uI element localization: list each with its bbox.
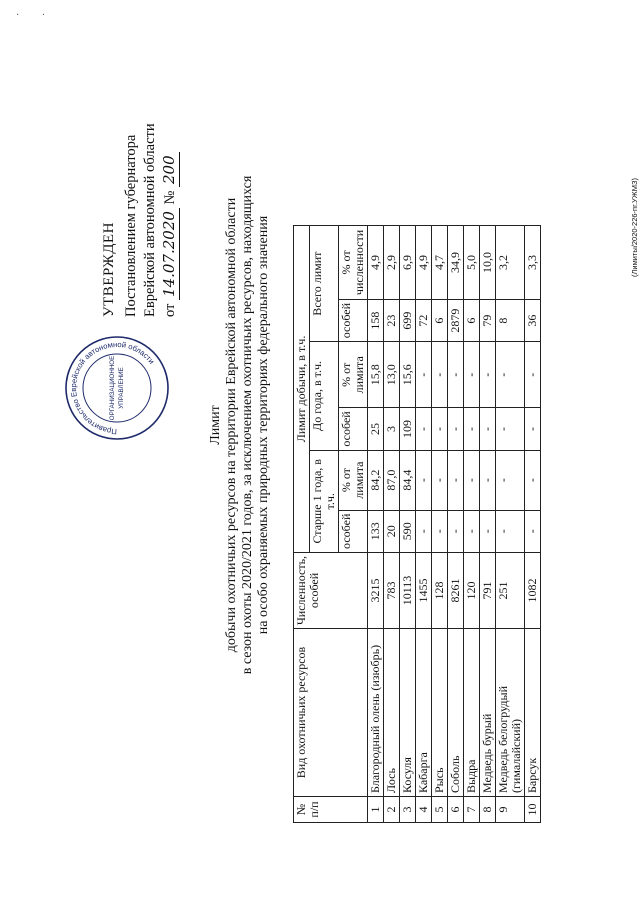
approval-number: 200 <box>160 152 180 187</box>
cell-species: Благородный олень (изюбрь) <box>368 629 384 797</box>
cell-population: 8261 <box>448 552 464 628</box>
cell-num: 6 <box>448 797 464 823</box>
stamp-inner-line-1: ОРГАНИЗАЦИОННОЕ <box>109 355 116 421</box>
approval-date-line <box>160 123 180 317</box>
approval-heading: УТВЕРЖДЕН <box>101 222 117 317</box>
cell-older-pct: - <box>448 450 464 510</box>
table-row <box>368 225 384 822</box>
cell-total-pct: 3,3 <box>525 225 541 299</box>
cell-older-ind: - <box>480 510 496 552</box>
header-species: Вид охотничьих ресурсов <box>294 629 368 797</box>
approval-line-1: Постановлением губернатора <box>123 134 139 317</box>
cell-population: 120 <box>464 552 480 628</box>
table-row <box>525 225 541 822</box>
cell-total-ind: 23 <box>384 299 400 341</box>
cell-under-pct: - <box>525 342 541 408</box>
cell-total-pct: 4,7 <box>432 225 448 299</box>
cell-under-pct: - <box>448 342 464 408</box>
approval-date: 14.07.2020 <box>160 208 180 300</box>
table-row <box>448 225 464 822</box>
cell-older-pct: - <box>464 450 480 510</box>
table-row <box>384 225 400 822</box>
cell-under-ind: - <box>525 408 541 450</box>
cell-older-ind: 20 <box>384 510 400 552</box>
cell-total-ind: 6 <box>432 299 448 341</box>
cell-older-pct: - <box>496 450 525 510</box>
cell-under-ind: - <box>416 408 432 450</box>
table-row <box>496 225 525 822</box>
cell-population: 3215 <box>368 552 384 628</box>
cell-species: Рысь <box>432 629 448 797</box>
cell-num: 3 <box>400 797 416 823</box>
cell-under-pct: 15,8 <box>368 342 384 408</box>
cell-total-pct: 4,9 <box>416 225 432 299</box>
stamp-outer-text: Правительство Еврейской автономной области <box>68 339 157 437</box>
number-label: № <box>162 190 178 205</box>
cell-species: Медведь бурый <box>480 629 496 797</box>
header-under-ind: особей <box>339 408 368 450</box>
cell-population: 1082 <box>525 552 541 628</box>
cell-under-ind: - <box>464 408 480 450</box>
cell-total-ind: 72 <box>416 299 432 341</box>
table-row <box>464 225 480 822</box>
cell-species: Выдра <box>464 629 480 797</box>
title-line-2: добычи охотничьих ресурсов на территории Еврейской автономной области <box>224 197 239 653</box>
cell-older-ind: 590 <box>400 510 416 552</box>
cell-population: 128 <box>432 552 448 628</box>
cell-total-ind: 6 <box>464 299 480 341</box>
cell-num: 5 <box>432 797 448 823</box>
cell-total-pct: 10,0 <box>480 225 496 299</box>
header-older-pct: % от лимита <box>339 450 368 510</box>
cell-total-ind: 36 <box>525 299 541 341</box>
cell-population: 10113 <box>400 552 416 628</box>
cell-total-pct: 3,2 <box>496 225 525 299</box>
cell-total-pct: 6,9 <box>400 225 416 299</box>
cell-population: 783 <box>384 552 400 628</box>
header-total: Всего лимит <box>310 225 339 341</box>
cell-total-pct: 34,9 <box>448 225 464 299</box>
header-limit: Лимит добычи, в т.ч. <box>294 225 310 552</box>
cell-num: 9 <box>496 797 525 823</box>
from-label: от <box>162 303 178 317</box>
cell-total-pct: 4,9 <box>368 225 384 299</box>
approval-line-2: Еврейской автономной области <box>142 123 158 317</box>
header-older-ind: особей <box>339 510 368 552</box>
cell-species: Барсук <box>525 629 541 797</box>
official-stamp <box>62 333 172 443</box>
cell-older-pct: 84,2 <box>368 450 384 510</box>
cell-population: 791 <box>480 552 496 628</box>
header-under-pct: % от лимита <box>339 342 368 408</box>
limits-table <box>293 225 541 823</box>
cell-under-pct: - <box>432 342 448 408</box>
cell-older-ind: - <box>416 510 432 552</box>
cell-older-pct: - <box>525 450 541 510</box>
cell-num: 2 <box>384 797 400 823</box>
cell-population: 1455 <box>416 552 432 628</box>
table-row <box>400 225 416 822</box>
stamp-inner-line-2: УПРАВЛЕНИЕ <box>118 367 125 409</box>
title-line-3: в сезон охоты 2020/2021 годов, за исключением охотничьих ресурсов, находящихся <box>240 175 255 675</box>
cell-species: Медведь белогрудый (гималайский) <box>496 629 525 797</box>
header-total-pct: % от численности <box>339 225 368 299</box>
cell-species: Косуля <box>400 629 416 797</box>
cell-older-ind: - <box>432 510 448 552</box>
document-title <box>208 5 272 845</box>
cell-under-ind: 3 <box>384 408 400 450</box>
cell-num: 8 <box>480 797 496 823</box>
title-line-1: Лимит <box>208 405 223 445</box>
cell-under-ind: 25 <box>368 408 384 450</box>
cell-under-pct: - <box>480 342 496 408</box>
cell-species: Соболь <box>448 629 464 797</box>
table-row <box>416 225 432 822</box>
cell-species: Лось <box>384 629 400 797</box>
cell-under-pct: - <box>416 342 432 408</box>
header-older-1yr: Старше 1 года, в т.ч. <box>310 450 339 552</box>
cell-older-pct: 87,0 <box>384 450 400 510</box>
cell-older-ind: - <box>525 510 541 552</box>
header-under-1yr: До года, в т.ч. <box>310 342 339 450</box>
cell-older-ind: 133 <box>368 510 384 552</box>
cell-under-pct: - <box>496 342 525 408</box>
approval-block <box>100 123 180 317</box>
cell-older-pct: 84,4 <box>400 450 416 510</box>
cell-older-ind: - <box>464 510 480 552</box>
document-code: (Лимиты/2020-226-пг.УЖМЗ) <box>630 178 639 277</box>
cell-under-ind: - <box>448 408 464 450</box>
cell-under-ind: 109 <box>400 408 416 450</box>
cell-older-pct: - <box>432 450 448 510</box>
cell-older-pct: - <box>480 450 496 510</box>
cell-under-ind: - <box>496 408 525 450</box>
cell-total-pct: 2,9 <box>384 225 400 299</box>
cell-under-pct: 15,6 <box>400 342 416 408</box>
cell-total-ind: 79 <box>480 299 496 341</box>
cell-total-pct: 5,0 <box>464 225 480 299</box>
title-line-4: на особо охраняемых природных территориях федерального значения <box>256 215 271 635</box>
cell-under-ind: - <box>432 408 448 450</box>
cell-num: 7 <box>464 797 480 823</box>
cell-older-pct: - <box>416 450 432 510</box>
header-total-ind: особей <box>339 299 368 341</box>
cell-num: 10 <box>525 797 541 823</box>
cell-under-pct: 13,0 <box>384 342 400 408</box>
cell-under-pct: - <box>464 342 480 408</box>
table-row <box>480 225 496 822</box>
scan-dots: · · <box>16 10 56 21</box>
cell-older-ind: - <box>496 510 525 552</box>
cell-total-ind: 158 <box>368 299 384 341</box>
cell-population: 251 <box>496 552 525 628</box>
cell-total-ind: 699 <box>400 299 416 341</box>
cell-total-ind: 2879 <box>448 299 464 341</box>
header-num: № п/п <box>294 797 368 823</box>
cell-num: 4 <box>416 797 432 823</box>
cell-under-ind: - <box>480 408 496 450</box>
cell-older-ind: - <box>448 510 464 552</box>
cell-total-ind: 8 <box>496 299 525 341</box>
header-population: Численность, особей <box>294 552 368 628</box>
cell-num: 1 <box>368 797 384 823</box>
table-row <box>432 225 448 822</box>
cell-species: Кабарга <box>416 629 432 797</box>
